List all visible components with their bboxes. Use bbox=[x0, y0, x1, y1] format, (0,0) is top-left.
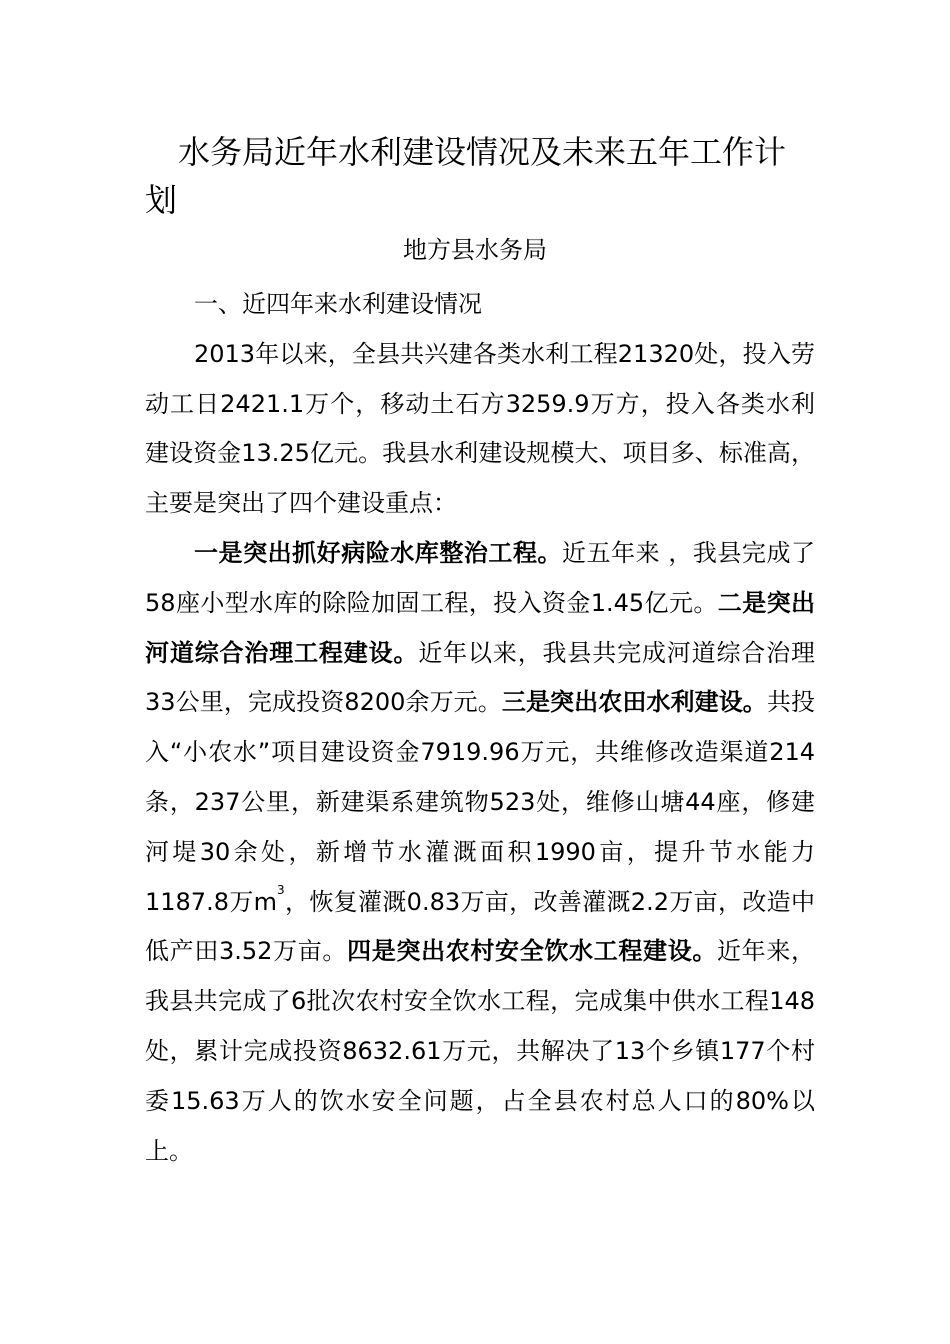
point-3-heading: 三是突出农田水利建设。 bbox=[501, 688, 767, 717]
document-title: 水务局近年水利建设情况及未来五年工作计划 bbox=[145, 133, 787, 219]
intro-paragraph: 2013年以来，全县共兴建各类水利工程21320处，投入劳动工日2421.1万个，移动土石方3259.9万方，投入各类水利建设资金13.25亿元。我县水利建设规模大、项目多、标准高，主要是突出了四个建设重点： bbox=[145, 339, 815, 518]
issuing-organization: 地方县水务局 bbox=[403, 236, 547, 264]
point-3-text-cont: ，恢复灌溉0.83万亩，改善灌溉2.2万亩，改造中低产田3.52万亩。 bbox=[145, 887, 815, 966]
key-points-paragraph bbox=[145, 529, 815, 1176]
point-1-heading: 一是突出抓好病险水库整治工程。 bbox=[194, 538, 563, 567]
cubic-superscript: 3 bbox=[277, 882, 285, 897]
document-body bbox=[145, 280, 815, 1176]
point-2-heading: 二是突出河道综合治理工程建设。 bbox=[145, 588, 815, 667]
point-3-text: 共投入“小农水”项目建设资金7919.96万元，共维修改造渠道214条，237公里，新建渠系建筑物523处，维修山塘44座，修建河堤30余处，新增节水灌溉面积1990亩，提升节水能力1187.8万m bbox=[145, 688, 816, 916]
point-1-text: 近五年来 ，我县完成了58座小型水库的除险加固工程，投入资金1.45亿元。 bbox=[145, 538, 815, 617]
section-heading: 一、近四年来水利建设情况 bbox=[194, 290, 482, 318]
point-4-heading: 四是突出农村安全饮水工程建设。 bbox=[347, 937, 718, 966]
point-2-text: 近年以来，我县共完成河道综合治理33公里，完成投资8200余万元。 bbox=[145, 638, 816, 717]
point-4-text: 近年来，我县共完成了6批次农村安全饮水工程，完成集中供水工程148处，累计完成投资8632.61万元，共解决了13个乡镇177个村委15.63万人的饮水安全问题，占全县农村总人口的80%以上。 bbox=[145, 937, 816, 1165]
